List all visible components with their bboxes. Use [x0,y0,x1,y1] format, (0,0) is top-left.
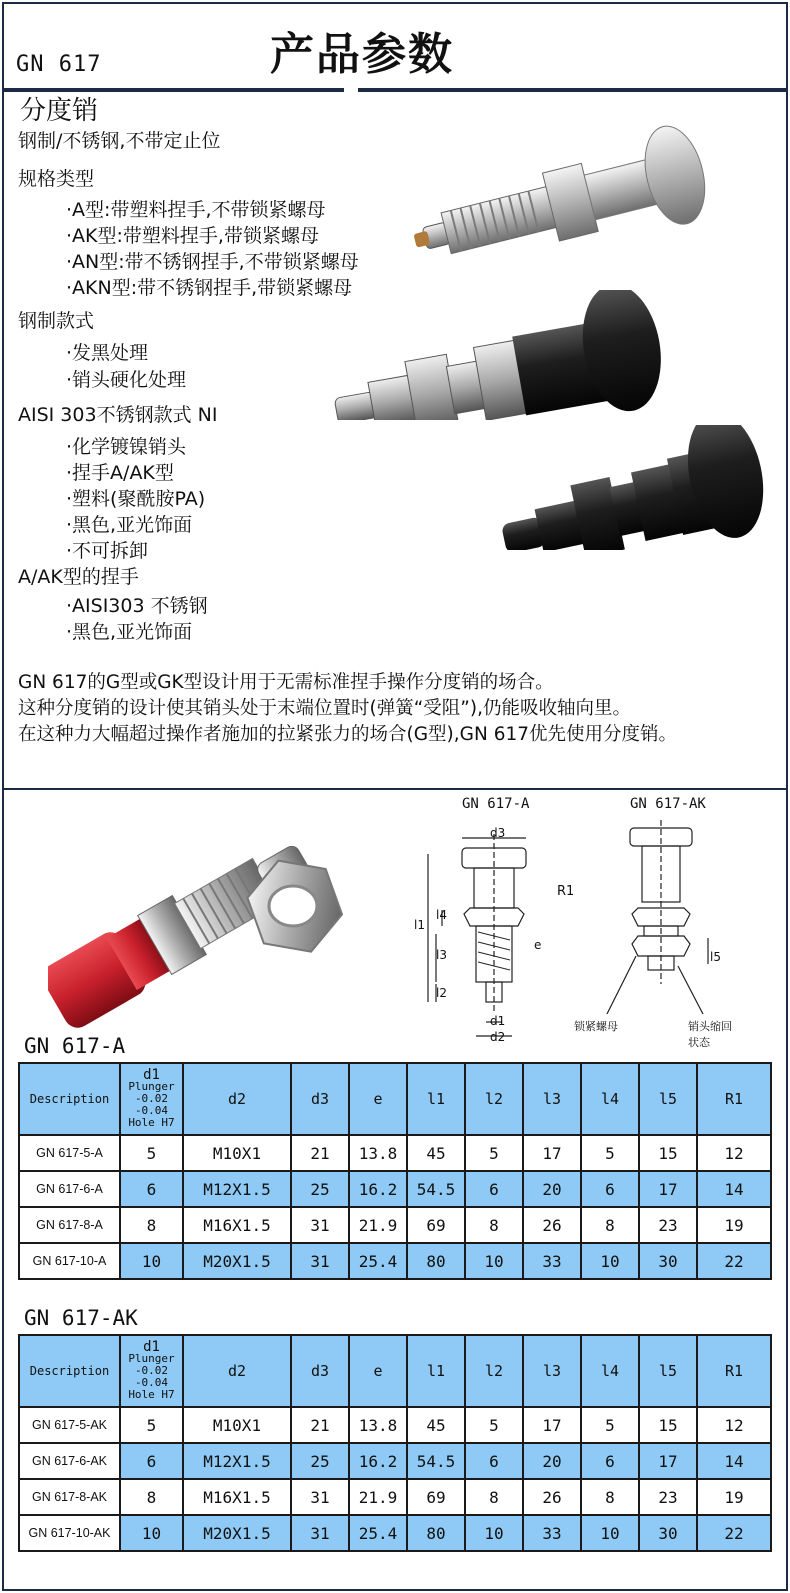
knob-item: ·黑色,亚光饰面 [66,621,193,643]
spec-type-item: ·AKN型:带不锈钢捏手,带锁紧螺母 [66,277,353,299]
table-row: GN 617-10-A 10 M20X1.5 31 25.4 80 10 33 10 30 22 [19,1243,771,1279]
description-line: 这种分度销的设计使其销头处于末端位置时(弹簧“受阻”),仍能吸收轴向里。 [18,698,631,719]
steel-item: ·发黑处理 [66,342,149,364]
col-header: d3 [291,1335,349,1407]
dim-e: e [534,938,542,952]
col-header: l5 [639,1335,697,1407]
col-header-description: Description [19,1063,120,1135]
col-header: l2 [465,1335,523,1407]
table-row: GN 617-5-A 5 M10X1 21 13.8 45 5 17 5 15 12 [19,1135,771,1171]
spec-table-ak [18,1334,772,1552]
note-retracted: 销头缩回 状态 [688,1020,732,1049]
spec-type-item: ·AK型:带塑料捏手,带锁紧螺母 [66,225,319,247]
table-title-ak: GN 617-AK [24,1306,138,1330]
steel-item: ·销头硬化处理 [66,369,187,391]
col-header: l2 [465,1063,523,1135]
stainless-item: ·塑料(聚酰胺PA) [66,488,206,510]
knob-item: ·AISI303 不锈钢 [66,595,208,617]
col-header: R1 [697,1063,771,1135]
product-subtitle: 钢制/不锈钢,不带定止位 [18,130,221,152]
table-row: GN 617-10-AK 10 M20X1.5 31 25.4 80 10 33 10 30 22 [19,1515,771,1551]
stainless-item: ·化学镀镍销头 [66,436,187,458]
note-locknut: 锁紧螺母 [574,1020,618,1033]
red-knob-pin-image [48,806,348,1034]
dim-d3: d3 [490,826,506,840]
model-code: GN 617 [16,52,102,77]
table-title-a: GN 617-A [24,1034,126,1058]
spec-type-item: ·AN型:带不锈钢捏手,不带锁紧螺母 [66,251,359,273]
col-header-d1: d1 Plunger -0.02 -0.04 Hole H7 [120,1335,183,1407]
col-header: d2 [183,1063,291,1135]
col-header-description: Description [19,1335,120,1407]
table-row: GN 617-6-AK 6 M12X1.5 25 16.2 54.5 6 20 6 17 14 [19,1443,771,1479]
col-header: l4 [581,1063,639,1135]
col-header: l1 [407,1063,465,1135]
dim-l4: l4 [436,908,447,922]
table-row: GN 617-8-A 8 M16X1.5 31 21.9 69 8 26 8 23 19 [19,1207,771,1243]
description-line: 在这种力大幅超过操作者施加的拉紧张力的场合(G型),GN 617优先使用分度销。 [18,724,678,745]
col-header: l4 [581,1335,639,1407]
spec-types-heading: 规格类型 [18,168,95,190]
dim-l1: l1 [414,918,425,932]
dim-l2: l2 [436,986,447,1000]
stainless-pin-image [408,124,708,264]
section-divider [4,788,786,790]
steel-pin-image [322,290,782,420]
dim-l5: l5 [710,950,721,964]
col-header: e [349,1063,407,1135]
drawing-label-a: GN 617-A [462,796,530,812]
col-header: l3 [523,1335,581,1407]
drawing-label-ak: GN 617-AK [630,796,706,812]
stainless-item: ·不可拆卸 [66,540,149,562]
header-divider [4,88,786,92]
stainless-heading: AISI 303不锈钢款式 NI [18,404,218,426]
col-header: l5 [639,1063,697,1135]
dim-l3: l3 [436,948,447,962]
table-row: GN 617-5-AK 5 M10X1 21 13.8 45 5 17 5 15 12 [19,1407,771,1443]
black-pin-image [490,425,770,550]
table-row: GN 617-8-AK 8 M16X1.5 31 21.9 69 8 26 8 23 19 [19,1479,771,1515]
col-header: R1 [697,1335,771,1407]
col-header: d3 [291,1063,349,1135]
spec-table-a [18,1062,772,1280]
technical-drawing-a [408,814,558,1052]
description-line: GN 617的G型或GK型设计用于无需标准捏手操作分度销的场合。 [18,672,554,693]
product-name: 分度销 [20,96,99,126]
table-row: GN 617-6-A 6 M12X1.5 25 16.2 54.5 6 20 6 17 14 [19,1171,771,1207]
col-header: l1 [407,1335,465,1407]
col-header: e [349,1335,407,1407]
col-header: d2 [183,1335,291,1407]
steel-heading: 钢制款式 [18,310,95,332]
col-header-d1: d1 Plunger -0.02 -0.04 Hole H7 [120,1063,183,1135]
dim-d1: d1 [490,1014,506,1028]
page-title: 产品参数 [270,29,454,80]
knob-heading: A/AK型的捏手 [18,566,139,588]
stainless-item: ·黑色,亚光饰面 [66,514,193,536]
technical-drawing-ak [600,814,730,1014]
col-header: l3 [523,1063,581,1135]
stainless-item: ·捏手A/AK型 [66,462,174,484]
spec-type-item: ·A型:带塑料捏手,不带锁紧螺母 [66,199,326,221]
dim-r1: R1 [557,884,575,899]
dim-d2: d2 [490,1030,506,1044]
